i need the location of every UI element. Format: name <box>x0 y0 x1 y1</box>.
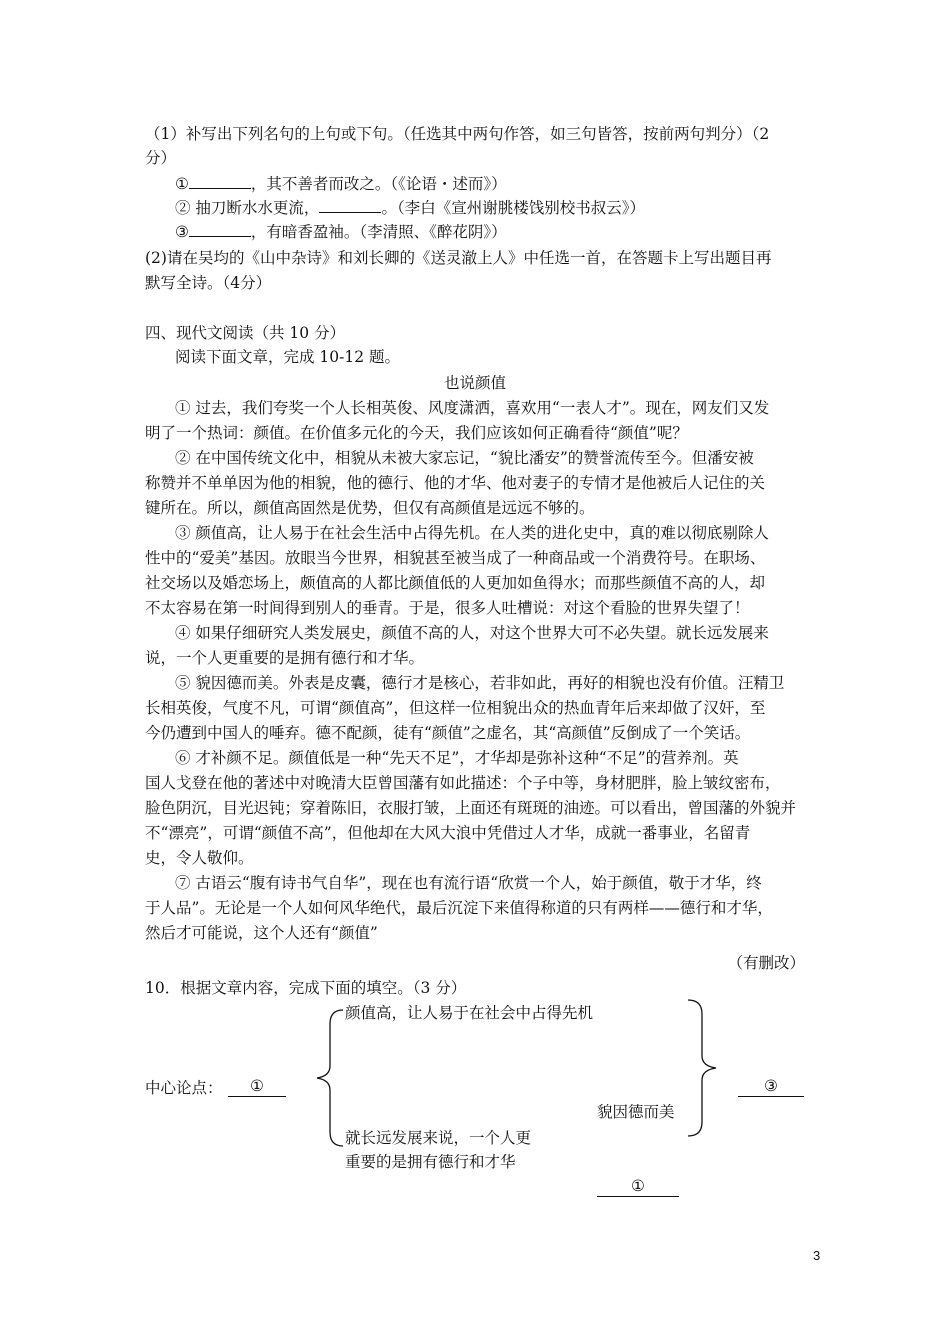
left-brace <box>317 1010 343 1146</box>
q9-item2-text-before: ② 抽刀断水水更流， <box>175 199 320 217</box>
article-note: （有删改） <box>727 954 805 972</box>
article-line: 社交场以及婚恋场上，颇值高的人都比颜值低的人更加如鱼得水；而那些颜值不高的人，却 <box>145 574 766 592</box>
article-line: ⑦ 古语云“腹有诗书气自华”，现在也有流行语“欣赏一个人，始于颜值，敬于才华，终 <box>175 874 762 892</box>
article-line: 说，一个人更重要的是拥有德行和才华。 <box>145 649 425 667</box>
article-line: 键所在。所以，颜值高固然是优势，但仅有高颜值是远远不够的。 <box>145 499 595 517</box>
q9-part1-line1: （1）补写出下列名句的上句或下句。（任选其中两句作答，如三句皆答，按前两句判分）（2 <box>145 125 770 143</box>
q10-blank-3[interactable]: ③ <box>738 1076 804 1097</box>
article-line: 性中的“爱美”基因。放眼当今世界，相貌甚至被当成了一种商品或一个消费符号。在职场、 <box>145 549 766 567</box>
q10-point-mid: 貌因德而美 <box>597 1103 675 1121</box>
q9-part2-line1: (2)请在吴均的《山中杂诗》和刘长卿的《送灵澈上人》中任选一首，在答题卡上写出题目再 <box>145 249 772 267</box>
q10-blank-bottom[interactable]: ① <box>597 1176 679 1197</box>
article-line: 不“漂亮”，可谓“颜值不高”，但他却在大风大浪中凭借过人才华，成就一番事业，名留青 <box>145 824 751 842</box>
article-line: 不太容易在第一时间得到别人的垂青。于是，很多人吐槽说：对这个看脸的世界失望了！ <box>145 599 750 617</box>
q10-point-top: 颜值高，让人易于在社会中占得先机 <box>345 1004 594 1022</box>
article-line: ③ 颜值高，让人易于在社会生活中占得先机。在人类的进化史中，真的难以彻底剔除人 <box>175 524 769 542</box>
q9-item3-num: ③ <box>175 223 189 241</box>
page-number: 3 <box>813 1248 821 1263</box>
q10-blank-1[interactable]: ① <box>228 1076 286 1097</box>
section4-instruction: 阅读下面文章，完成 10-12 题。 <box>175 348 401 366</box>
article-line: 史，令人敬仰。 <box>145 849 254 867</box>
q9-part2-line2: 默写全诗。（4分） <box>145 274 272 292</box>
q10-center-label: 中心论点： <box>145 1079 223 1097</box>
article-line: 明了一个热词：颜值。在价值多元化的今天，我们应该如何正确看待“颜值”呢？ <box>145 424 688 442</box>
article-line: ⑤ 貌因德而美。外表是皮囊，德行才是核心，若非如此，再好的相貌也没有价值。汪精卫 <box>175 674 785 692</box>
article-line: 称赞并不单单因为他的相貌，他的德行、他的才华、他对妻子的专情才是他被后人记住的关 <box>145 474 766 492</box>
q9-item1-num: ① <box>175 175 189 193</box>
article-line: ④ 如果仔细研究人类发展史，颜值不高的人，对这个世界大可不必失望。就长远发展来 <box>175 624 769 642</box>
q9-item2-text-after: 。（李白《宣州谢朓楼饯别校书叔云》） <box>381 199 645 217</box>
article-line: 国人戈登在他的著述中对晚清大臣曾国藩有如此描述：个子中等，身材肥胖，脸上皱纹密布， <box>145 774 781 792</box>
article-line: 今仍遭到中国人的唾弃。德不配颜，徒有“颜值”之虚名，其“高颜值”反倒成了一个笑话。 <box>145 724 751 742</box>
article-line: 脸色阴沉，目光迟钝；穿着陈旧，衣服打皱，上面还有斑斑的油迹。可以看出，曾国藩的外貌并 <box>145 799 797 817</box>
q9-item3-text: ，有暗香盈袖。（李清照、《醉花阴》） <box>250 223 507 241</box>
article-title: 也说颜值 <box>443 374 506 392</box>
section4-heading: 四、现代文阅读（共 10 分） <box>145 324 346 342</box>
q9-part1-line2: 分） <box>145 149 177 167</box>
article-line: 然后才可能说，这个人还有“颜值” <box>145 924 378 942</box>
q10-point-bottom-2: 重要的是拥有德行和才华 <box>345 1153 516 1171</box>
article-line: 长相英俊，气度不凡，可谓“颜值高”，但这样一位相貌出众的热血青年后来却做了汉奸，至 <box>145 699 766 717</box>
article-line: ① 过去，我们夸奖一个人长相英俊、风度潇洒，喜欢用“一表人才”。现在，网友们又发 <box>175 399 770 417</box>
q10-stem: 10．根据文章内容，完成下面的填空。（3 分） <box>145 979 467 997</box>
right-brace <box>688 1000 716 1136</box>
article-line: ② 在中国传统文化中，相貌从未被大家忘记，“貌比潘安”的赞誉流传至今。但潘安被 <box>175 449 754 467</box>
q10-point-bottom-1: 就长远发展来说，一个人更 <box>345 1129 532 1147</box>
article-line: 于人品”。无论是一个人如何风华绝代，最后沉淀下来值得称道的只有两样——德行和才华， <box>145 899 773 917</box>
q9-item1-text: ，其不善者而改之。（《论语・述而》） <box>250 175 507 193</box>
article-line: ⑥ 才补颜不足。颜值低是一种“先天不足”，才华却是弥补这种“不足”的营养剂。英 <box>175 749 739 767</box>
